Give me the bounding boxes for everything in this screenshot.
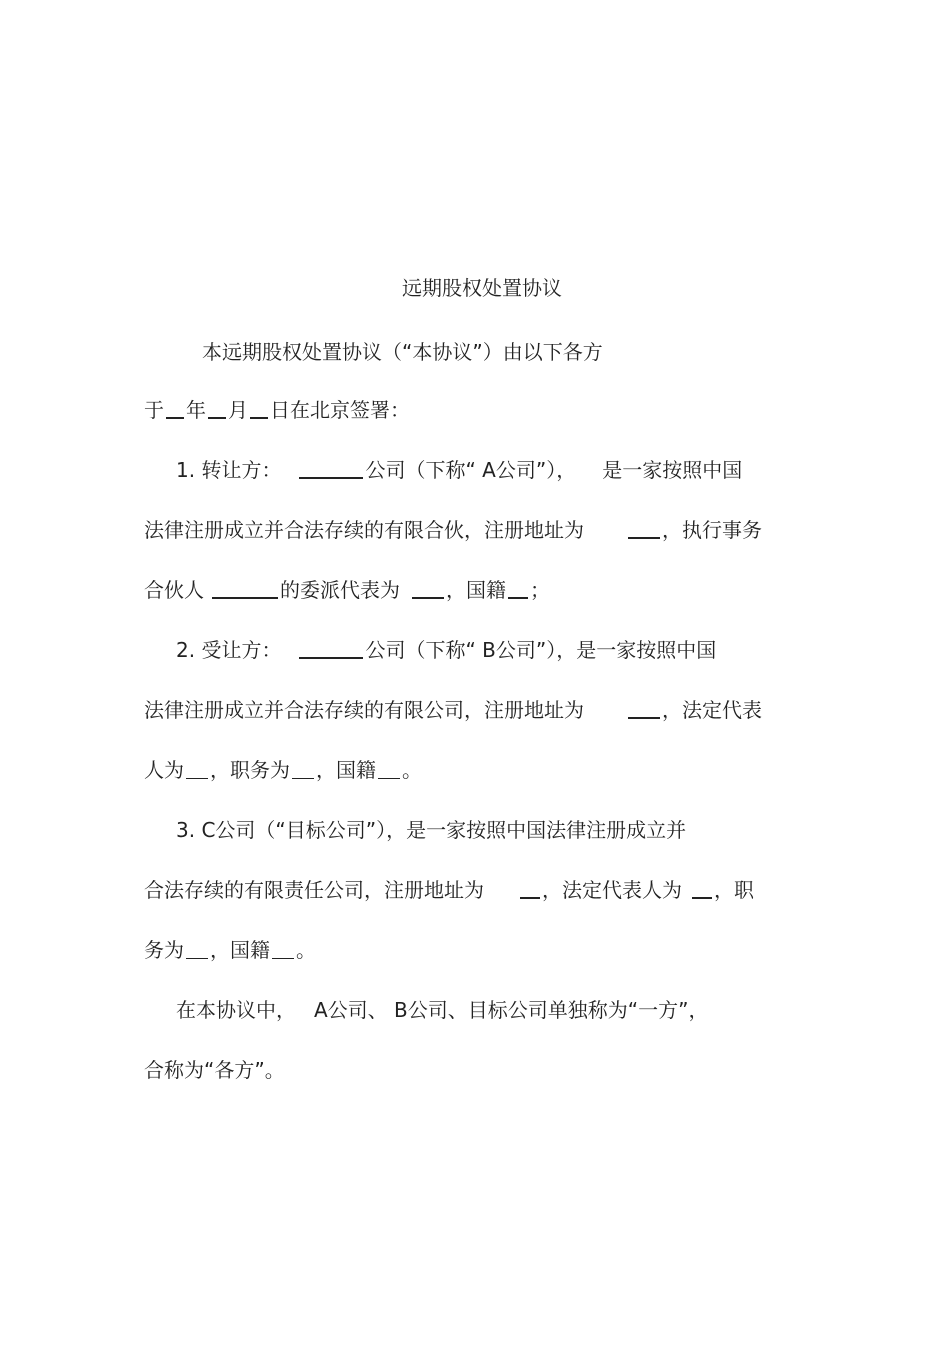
blank-field bbox=[508, 579, 528, 599]
clause-text: 公司（下称“ B公司”），是一家按照中国 bbox=[365, 638, 717, 662]
clause-1-line-2 bbox=[144, 518, 762, 542]
blank-field bbox=[378, 760, 400, 779]
blank-field bbox=[212, 579, 278, 599]
clause-text: 法律注册成立并合法存续的有限合伙，注册地址为 bbox=[144, 518, 584, 542]
clause-3-line-1: 3. C公司（“目标公司”），是一家按照中国法律注册成立并 bbox=[176, 818, 687, 842]
clause-3-line-2 bbox=[144, 878, 754, 902]
clause-text: 在本协议中， bbox=[176, 998, 296, 1022]
definition-line-2: 合称为“各方”。 bbox=[144, 1058, 285, 1082]
blank-field bbox=[628, 699, 660, 719]
clause-text: 务为 bbox=[144, 938, 184, 962]
clause-text: 的委派代表为 bbox=[280, 578, 400, 602]
blank-field bbox=[186, 940, 208, 959]
blank-field bbox=[186, 760, 208, 779]
intro-text: 月 bbox=[228, 398, 248, 422]
clause-1-line-3 bbox=[144, 578, 550, 602]
blank-year bbox=[166, 399, 184, 419]
clause-2-line-1 bbox=[176, 638, 716, 662]
blank-field bbox=[412, 579, 444, 599]
clause-text: 公司（下称“ A公司”）， bbox=[365, 458, 577, 482]
intro-line-1: 本远期股权处置协议（“本协议”）由以下各方 bbox=[202, 340, 603, 364]
clause-text: 法律注册成立并合法存续的有限公司，注册地址为 bbox=[144, 698, 584, 722]
blank-field bbox=[292, 760, 314, 779]
clause-text: 1. 转让方： bbox=[176, 458, 282, 482]
intro-text: 于 bbox=[144, 398, 164, 422]
clause-text: ，法定代表 bbox=[662, 698, 762, 722]
intro-line-2 bbox=[144, 398, 410, 422]
intro-text: 日在北京签署： bbox=[270, 398, 410, 422]
clause-text: 合法存续的有限责任公司，注册地址为 bbox=[144, 878, 484, 902]
definition-line-1 bbox=[176, 998, 708, 1022]
clause-3-line-3 bbox=[144, 938, 316, 962]
clause-text: ，职 bbox=[714, 878, 754, 902]
clause-text: ，职务为 bbox=[210, 758, 290, 782]
clause-text: 人为 bbox=[144, 758, 184, 782]
document-title: 远期股权处置协议 bbox=[402, 276, 562, 300]
clause-text: 。 bbox=[402, 758, 422, 782]
blank-day bbox=[250, 399, 268, 419]
clause-text: 2. 受让方： bbox=[176, 638, 282, 662]
clause-text: 是一家按照中国 bbox=[602, 458, 743, 482]
blank-field bbox=[299, 459, 363, 479]
clause-text: 合伙人 bbox=[144, 578, 204, 602]
blank-field bbox=[628, 519, 660, 539]
clause-text: ，国籍 bbox=[210, 938, 270, 962]
clause-text: ，国籍 bbox=[316, 758, 376, 782]
clause-2-line-2 bbox=[144, 698, 762, 722]
blank-field bbox=[520, 879, 540, 899]
clause-1-line-1 bbox=[176, 458, 742, 482]
clause-text: 。 bbox=[296, 938, 316, 962]
blank-field bbox=[272, 940, 294, 959]
blank-month bbox=[208, 399, 226, 419]
blank-field bbox=[299, 639, 363, 659]
clause-text: ； bbox=[530, 578, 550, 602]
clause-text: ，执行事务 bbox=[662, 518, 762, 542]
blank-field bbox=[692, 879, 712, 899]
clause-text: A公司、 B公司、目标公司单独称为“一方”， bbox=[314, 998, 709, 1022]
clause-2-line-3 bbox=[144, 758, 422, 782]
intro-text: 年 bbox=[186, 398, 206, 422]
clause-text: ，国籍 bbox=[446, 578, 506, 602]
clause-text: ，法定代表人为 bbox=[542, 878, 682, 902]
